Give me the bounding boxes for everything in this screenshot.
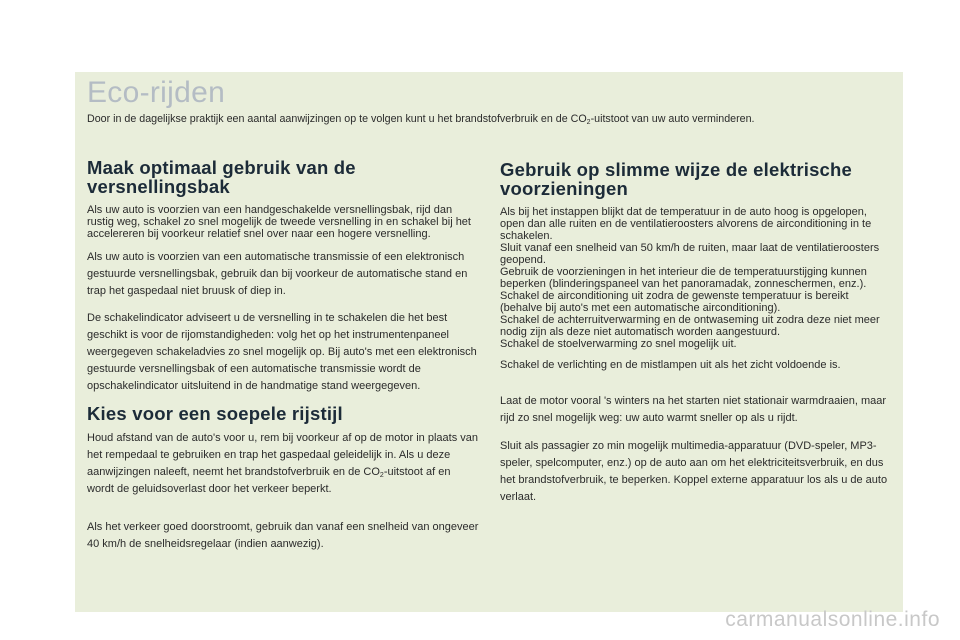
electrical-tips bbox=[500, 206, 892, 350]
watermark: carmanualsonline.info bbox=[725, 608, 940, 631]
co2-subscript: 2 bbox=[586, 119, 591, 126]
tip-windows: Sluit vanaf een snelheid van 50 km/h de ruiten, maar laat de ventilatieroosters geopend. bbox=[500, 242, 880, 266]
heading-driving-style: Kies voor een soepele rijstijl bbox=[87, 403, 343, 424]
paragraph-automatic-gearbox: Als uw auto is voorzien van een automatische transmissie of een elektronisch gestuurde versnellingsbak, gebruik dan bij voorkeur de automatische stand en trap het gaspedaal niet bruusk of diep in. bbox=[87, 251, 468, 297]
smooth-driving-text-end: -uitstoot af en wordt de geluidsoverlast door het verkeer beperkt. bbox=[87, 466, 451, 495]
smooth-driving-text-start: Houd afstand van de auto's voor u, rem bij voorkeur af op de motor in plaats van het rempedaal te gebruiken en trap het gaspedaal geleidelijk in. Als u deze aanwijzingen naleeft, neemt het brandstofverbruik en de CO bbox=[87, 432, 478, 478]
paragraph-multimedia: Sluit als passagier zo min mogelijk multimedia-apparatuur (DVD-speler, MP3-speler, spelcomputer, enz.) op de auto aan om het elektriciteitsverbruik, en dus het brandstofverbruik, te beperken. Koppel externe apparatuur los als u de auto verlaat. bbox=[500, 440, 888, 503]
right-column bbox=[500, 160, 892, 506]
tip-rear-heating: Schakel de achterruitverwarming en de ontwaseming uit zodra deze niet meer nodig zijn als deze niet automatisch worden aangestuurd. bbox=[500, 314, 880, 338]
tip-sunblinds: Gebruik de voorzieningen in het interieur die de temperatuurstijging kunnen beperken (blinderingspaneel van het panoramadak, zonneschermen, enz.). bbox=[500, 266, 867, 290]
heading-gearbox: Maak optimaal gebruik van de versnellingsbak bbox=[87, 157, 356, 197]
left-column bbox=[87, 158, 479, 553]
page-title: Eco-rijden bbox=[87, 76, 226, 109]
paragraph-warm-up: Laat de motor vooral 's winters na het starten niet stationair warmdraaien, maar rijd zo snel mogelijk weg: uw auto warmt sneller op als u rijdt. bbox=[500, 395, 887, 424]
paragraph-shift-indicator: De schakelindicator adviseert u de versnelling in te schakelen die het best geschikt is voor de rijomstandigheden: volg het op het instrumentenpaneel weergegeven schakeladvies zo snel mogelijk op. Bij auto's met een elektronisch gestuurde versnellingsbak of een automatische transmissie wordt de opschakelindicator uitsluitend in de handmatige stand weergegeven. bbox=[87, 312, 477, 392]
paragraph-smooth-driving bbox=[87, 430, 479, 498]
intro-text-start: Door in de dagelijkse praktijk een aantal aanwijzingen op te volgen kunt u het brandstofverbruik en de CO bbox=[87, 113, 587, 125]
intro-text bbox=[87, 113, 887, 126]
paragraph-lighting: Schakel de verlichting en de mistlampen uit als het zicht voldoende is. bbox=[500, 359, 841, 371]
co2-subscript: 2 bbox=[379, 472, 384, 479]
tip-seat-heating: Schakel de stoelverwarming zo snel mogelijk uit. bbox=[500, 338, 737, 350]
heading-electrical: Gebruik op slimme wijze de elektrische voorzieningen bbox=[500, 159, 853, 199]
tip-ventilation: Als bij het instappen blijkt dat de temperatuur in de auto hoog is opgelopen, open dan alle ruiten en de ventilatieroosters alvorens de airconditioning in te schakelen. bbox=[500, 206, 872, 242]
paragraph-manual-gearbox: Als uw auto is voorzien van een handgeschakelde versnellingsbak, rijd dan rustig weg, schakel zo snel mogelijk de tweede versnelling in en schakel bij het accelereren bij voorkeur relatief snel over naar een hogere versnelling. bbox=[87, 204, 471, 240]
paragraph-cruise-control: Als het verkeer goed doorstroomt, gebruik dan vanaf een snelheid van ongeveer 40 km/h de snelheidsregelaar (indien aanwezig). bbox=[87, 521, 479, 550]
tip-air-conditioning: Schakel de airconditioning uit zodra de gewenste temperatuur is bereikt (behalve bij auto's met een automatische airconditioning). bbox=[500, 290, 849, 314]
intro-text-end: -uitstoot van uw auto verminderen. bbox=[590, 113, 755, 125]
